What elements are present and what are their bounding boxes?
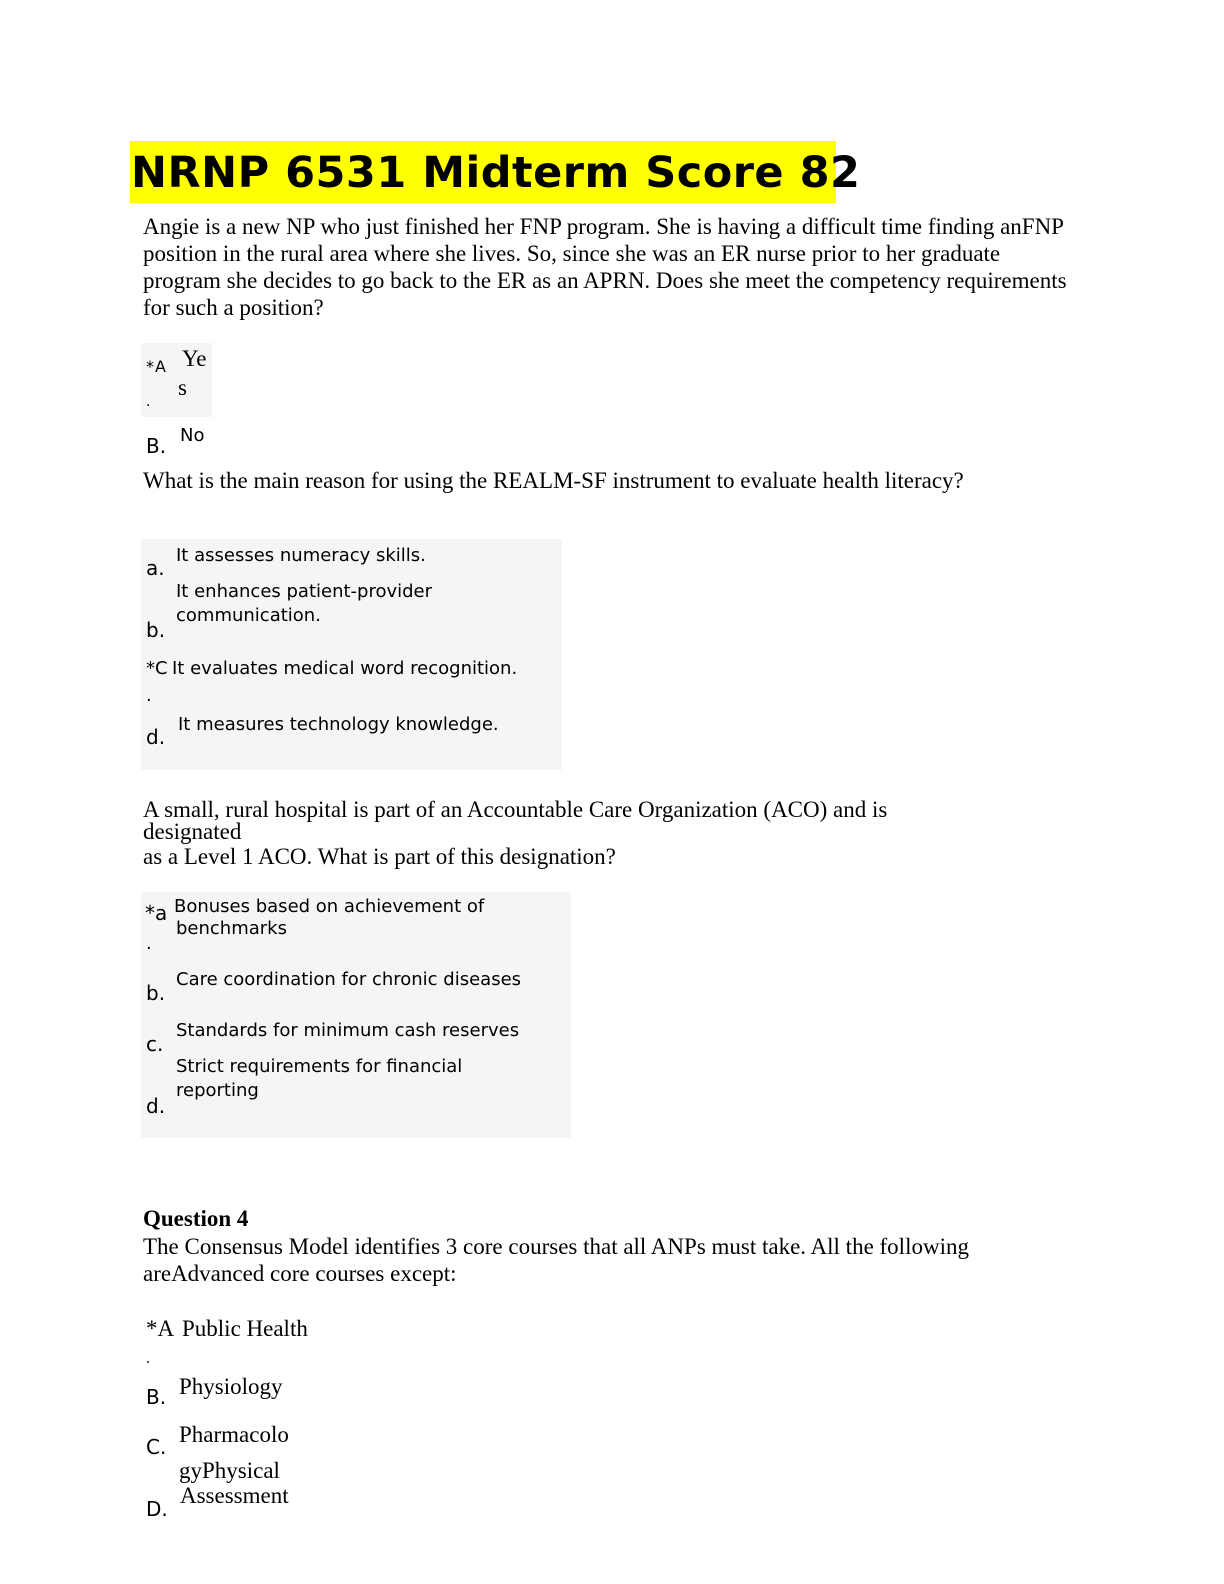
q4-option-c-text-line2: gyPhysical <box>179 1458 280 1483</box>
question-2-text: What is the main reason for using the REALM-SF instrument to evaluate health literacy? <box>143 468 964 493</box>
q2-option-a-marker: a. <box>146 556 165 580</box>
q3-option-d-text-line2: reporting <box>176 1080 259 1101</box>
q3-option-a-marker: *a <box>145 901 168 925</box>
question-3-text-line3: as a Level 1 ACO. What is part of this designation? <box>143 844 616 869</box>
q2-option-a-text: It assesses numeracy skills. <box>176 545 426 566</box>
q3-option-a-text-line2: benchmarks <box>176 918 287 939</box>
q2-option-b-text-line2: communication. <box>176 605 321 626</box>
q1-option-a-text-line1: Ye <box>182 346 207 371</box>
q3-option-a-text-line1: Bonuses based on achievement of <box>174 896 485 917</box>
q1-option-b-text: No <box>180 425 205 446</box>
q1-option-b-marker: B. <box>146 434 167 458</box>
q2-option-c-dot: . <box>146 685 152 706</box>
q4-option-c-marker: C. <box>146 1435 167 1459</box>
q4-option-c-text-line1: Pharmacolo <box>179 1422 289 1447</box>
q4-option-a-text: Public Health <box>182 1316 308 1341</box>
q2-option-d-text: It measures technology knowledge. <box>178 714 499 735</box>
q3-option-a-dot: . <box>146 933 152 954</box>
question-3-text-line1: A small, rural hospital is part of an Accountable Care Organization (ACO) and is <box>143 797 888 822</box>
q2-option-c-marker: *C <box>146 658 168 679</box>
q4-option-a-dot: . <box>146 1350 150 1367</box>
q3-option-c-marker: c. <box>146 1032 164 1056</box>
q3-option-d-text-line1: Strict requirements for financial <box>176 1056 463 1077</box>
page-title: NRNP 6531 Midterm Score 82 <box>131 148 861 198</box>
q4-option-d-text: Assessment <box>180 1483 289 1508</box>
q4-option-b-marker: B. <box>146 1385 167 1409</box>
q3-option-b-marker: b. <box>146 981 166 1005</box>
q4-option-b-text: Physiology <box>179 1374 283 1399</box>
q1-option-a-text-line2: s <box>178 375 187 400</box>
q2-option-b-text-line1: It enhances patient-provider <box>176 581 433 602</box>
q4-option-a-marker: *A <box>146 1316 175 1341</box>
q1-option-a-marker: *A <box>146 357 167 376</box>
q2-option-d-marker: d. <box>146 725 166 749</box>
question-4-text: The Consensus Model identifies 3 core courses that all ANPs must take. All the following areAdvanced core courses except: <box>143 1234 969 1286</box>
q1-option-a-dot: . <box>146 394 151 410</box>
q3-option-c-text: Standards for minimum cash reserves <box>176 1020 520 1041</box>
q2-option-b-marker: b. <box>146 618 166 642</box>
q2-option-c-text: It evaluates medical word recognition. <box>172 658 518 679</box>
q3-option-d-marker: d. <box>146 1094 166 1118</box>
question-1-text: Angie is a new NP who just finished her FNP program. She is having a difficult time finding anFNP position in the rural area where she lives. So, since she was an ER nurse prior to her graduate program she decides to go back to the ER as an APRN. Does she meet the competency requirements for such a position? <box>143 214 1067 320</box>
question-3-text-line2: designated <box>143 819 242 844</box>
q3-option-b-text: Care coordination for chronic diseases <box>176 969 522 990</box>
q4-option-d-marker: D. <box>146 1497 168 1521</box>
question-4-heading: Question 4 <box>143 1206 249 1231</box>
